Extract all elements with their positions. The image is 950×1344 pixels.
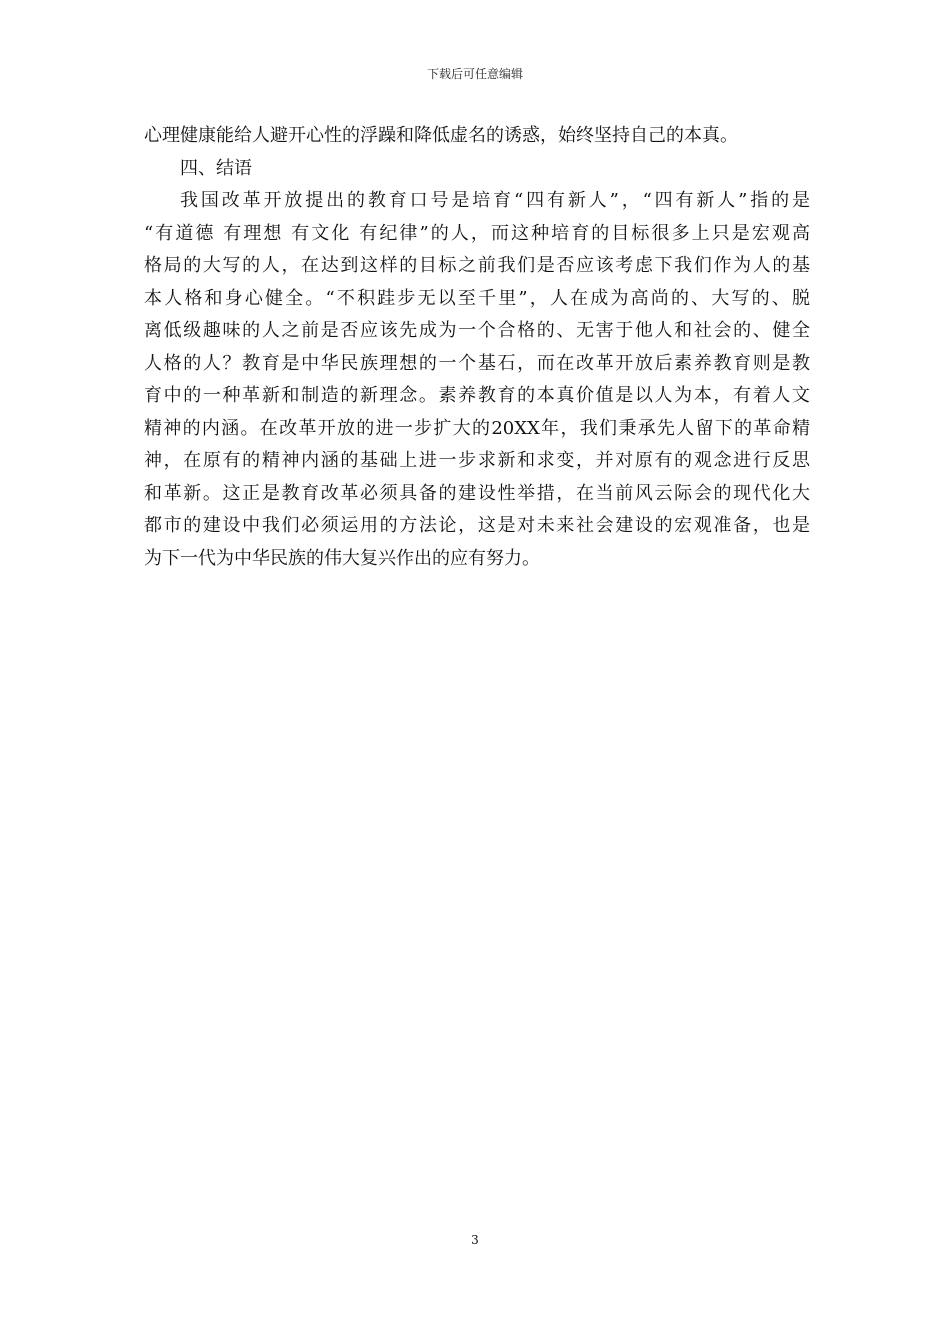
paragraph-line: 离低级趣味的人之前是否应该先成为一个合格的、无害于他人和社会的、健全 bbox=[144, 320, 810, 341]
paragraph-line: 精神的内涵。在改革开放的进一步扩大的20XX年，我们秉承先人留下的革命精 bbox=[144, 417, 810, 439]
body-text bbox=[144, 120, 810, 575]
paragraph-line: 心理健康能给人避开心性的浮躁和降低虚名的诱惑，始终坚持自己的本真。 bbox=[144, 125, 738, 146]
page-header: 下载后可任意编辑 bbox=[426, 67, 523, 81]
paragraph-line: “有道德 有理想 有文化 有纪律”的人，而这种培育的目标很多上只是宏观高 bbox=[144, 222, 810, 244]
paragraph-line: 和革新。这正是教育改革必须具备的建设性举措，在当前风云际会的现代化大 bbox=[144, 482, 810, 504]
paragraph-line: 本人格和身心健全。“不积跬步无以至千里”，人在成为高尚的、大写的、脱 bbox=[144, 287, 810, 309]
paragraph-line: 神，在原有的精神内涵的基础上进一步求新和求变，并对原有的观念进行反思 bbox=[144, 450, 810, 471]
paragraph-line: 格局的大写的人，在达到这样的目标之前我们是否应该考虑下我们作为人的基 bbox=[144, 255, 810, 276]
page-number: 3 bbox=[471, 1233, 479, 1247]
section-heading: 四、结语 bbox=[180, 157, 252, 179]
paragraph-line: 育中的一种革新和制造的新理念。素养教育的本真价值是以人为本，有着人文 bbox=[144, 385, 810, 406]
paragraph-line: 人格的人？教育是中华民族理想的一个基石，而在改革开放后素养教育则是教 bbox=[144, 352, 810, 374]
paragraph-line: 都市的建设中我们必须运用的方法论，这是对未来社会建设的宏观准备，也是 bbox=[144, 515, 810, 536]
paragraph-line: 我国改革开放提出的教育口号是培育“四有新人”，“四有新人”指的是 bbox=[180, 190, 810, 211]
paragraph-line: 为下一代为中华民族的伟大复兴作出的应有努力。 bbox=[144, 547, 540, 569]
